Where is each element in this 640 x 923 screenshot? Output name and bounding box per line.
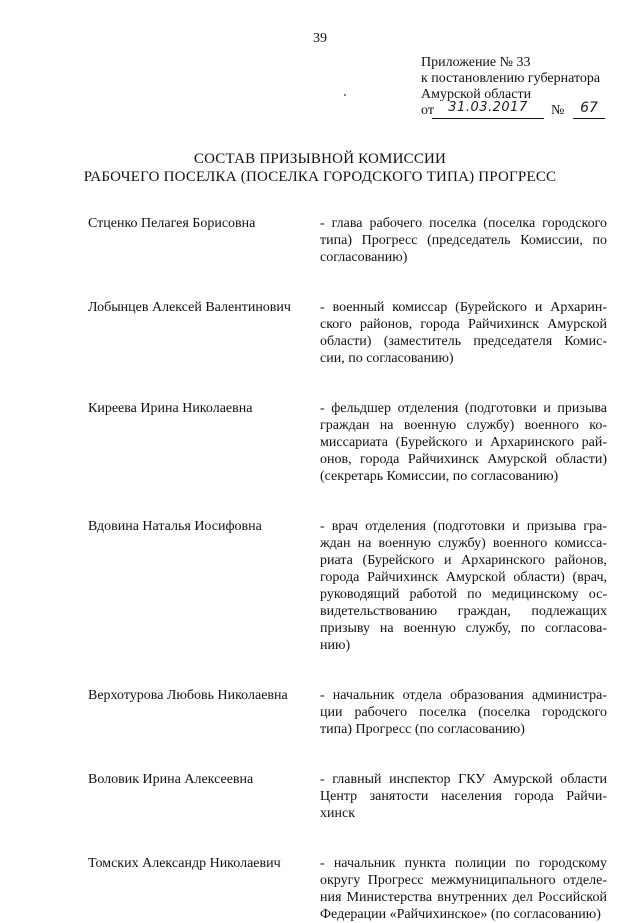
member-role-line: - фельдшер отделения (подготовки и призыва <box>320 401 607 416</box>
member-row <box>88 855 628 923</box>
member-role-line: риата (Бурейского и Архаринского районов, <box>320 553 607 568</box>
date-prefix: от <box>421 103 434 118</box>
member-row <box>88 215 628 266</box>
member-role-line: типа) Прогресс (по согласованию) <box>320 722 525 737</box>
member-role-line: Федерации «Райчихинское» (по согласованию) <box>320 907 601 922</box>
member-role-line: - начальник пункта полиции по городскому <box>320 856 607 871</box>
member-role <box>320 400 607 485</box>
member-name: Вдовина Наталья Иосифовна <box>88 519 262 534</box>
member-row <box>88 299 628 367</box>
handwritten-date: 31.03.2017 <box>432 100 544 119</box>
member-role-line: ния Министерства внутренних дел Российской <box>320 890 607 905</box>
member-name: Верхотурова Любовь Николаевна <box>88 688 288 703</box>
member-role <box>320 687 607 738</box>
member-name: Томских Александр Николаевич <box>88 856 281 871</box>
member-role-line: хинск <box>320 806 355 821</box>
member-name: Стценко Пелагея Борисовна <box>88 216 256 231</box>
member-role-line: нию) <box>320 638 351 653</box>
member-role-line: округу Прогресс межмуниципального отделе- <box>320 873 607 888</box>
member-role-line: ции рабочего поселка (поселка городского <box>320 705 607 720</box>
member-role-line: (секретарь Комиссии, по согласованию) <box>320 469 559 484</box>
member-role <box>320 855 607 923</box>
member-role <box>320 518 607 654</box>
member-role-line: сии, по согласованию) <box>320 351 454 366</box>
member-role-line: призыву на военную службу, по согласова- <box>320 621 607 636</box>
member-role-line: миссариата (Бурейского и Архаринского рай- <box>320 435 607 450</box>
member-role-line: - начальник отдела образования администра- <box>320 688 607 703</box>
member-role-line: области) (заместитель председателя Комис- <box>320 334 607 349</box>
member-role-line: ского районов, города Райчихинск Амурской <box>320 317 607 332</box>
scan-speck <box>344 94 346 96</box>
number-label: № <box>551 103 565 118</box>
members-list <box>88 215 628 923</box>
member-role-line: города Райчихинск Амурской области) (врач, <box>320 570 607 585</box>
member-role-line: - глава рабочего поселка (поселка городского <box>320 216 607 231</box>
member-row <box>88 518 628 654</box>
member-role-line: руководящий работой по медицинскому ос- <box>320 587 607 602</box>
member-role-line: типа) Прогресс (председатель Комиссии, по <box>320 233 607 248</box>
document-title <box>0 150 640 186</box>
member-role-line: согласованию) <box>320 250 408 265</box>
member-role-line: видетельствованию граждан, подлежащих <box>320 604 607 619</box>
member-role-line: граждан на военную службу) военного ко- <box>320 418 607 433</box>
member-row <box>88 771 628 822</box>
member-name: Воловик Ирина Алексеевна <box>88 772 254 787</box>
member-role-line: онов, города Райчихинск Амурской области) <box>320 452 607 467</box>
title-line-1: СОСТАВ ПРИЗЫВНОЙ КОМИССИИ <box>193 151 447 167</box>
appendix-block <box>421 55 621 123</box>
appendix-line-2: к постановлению губернатора <box>421 71 601 86</box>
member-role-line: ждан на военную службу) военного комисса- <box>320 536 607 551</box>
member-role <box>320 299 607 367</box>
title-line-2: РАБОЧЕГО ПОСЕЛКА (ПОСЕЛКА ГОРОДСКОГО ТИПА) ПРОГРЕСС <box>83 169 557 185</box>
member-name: Киреева Ирина Николаевна <box>88 401 253 416</box>
handwritten-number: 67 <box>573 100 605 119</box>
member-row <box>88 687 628 738</box>
appendix-date-row <box>421 100 621 123</box>
member-name: Лобынцев Алексей Валентинович <box>88 300 291 315</box>
member-role <box>320 215 607 266</box>
member-row <box>88 400 628 485</box>
appendix-line-1: Приложение № 33 <box>421 55 531 70</box>
member-role-line: Центр занятости населения города Райчи- <box>320 789 607 804</box>
member-role-line: - военный комиссар (Бурейского и Архарин- <box>320 300 607 315</box>
member-role-line: - врач отделения (подготовки и призыва гра- <box>320 519 607 534</box>
member-role <box>320 771 607 822</box>
member-role-line: - главный инспектор ГКУ Амурской области <box>320 772 607 787</box>
appendix-line-3: Амурской области <box>421 87 532 102</box>
page-number: 39 <box>313 31 327 46</box>
